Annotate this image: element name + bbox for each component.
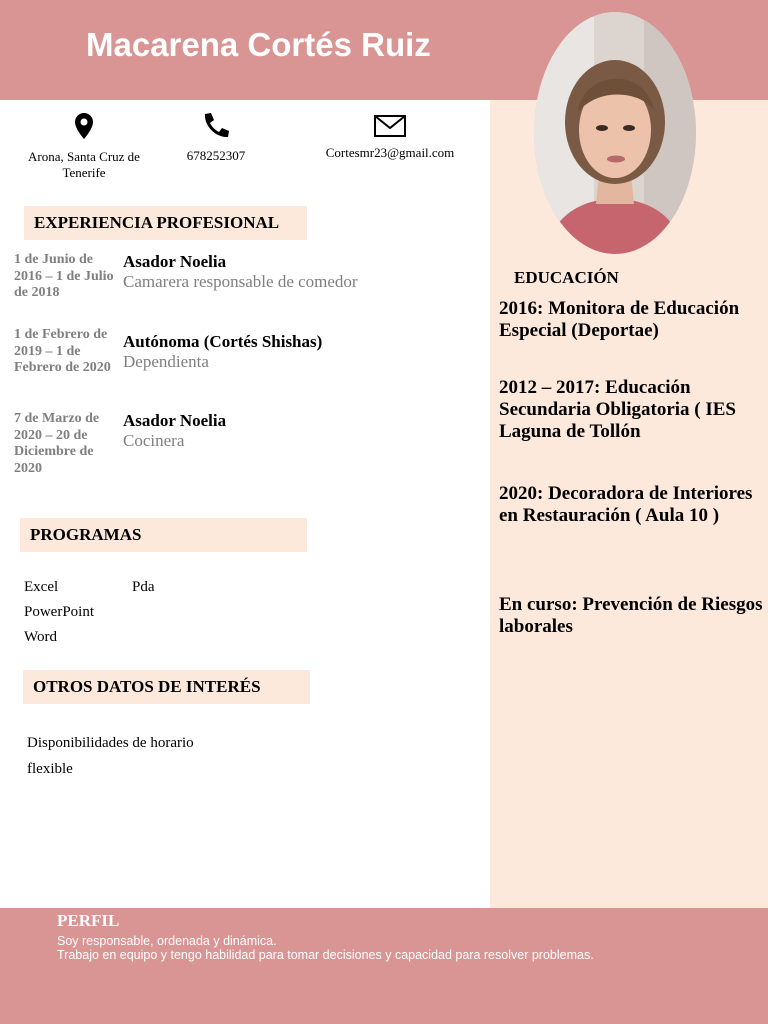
map-pin-icon (24, 113, 144, 143)
candidate-name: Macarena Cortés Ruiz (86, 26, 431, 63)
experience-company: Autónoma (Cortés Shishas) (123, 332, 323, 351)
other-info-line: Disponibilidades de horario (27, 735, 194, 751)
profile-photo (534, 12, 696, 254)
education-item: En curso: Prevención de Riesgos laborales (499, 594, 763, 637)
profile-heading: PERFIL (57, 911, 120, 930)
experience-date: 1 de Junio de 2016 – 1 de Julio de 2018 (14, 252, 114, 300)
experience-company: Asador Noelia (123, 411, 227, 430)
other-info-line: flexible (27, 761, 73, 777)
experience-date: 1 de Febrero de 2019 – 1 de Febrero de 2020 (14, 327, 111, 375)
education-item: 2012 – 2017: Educación Secundaria Obligatoria ( IES Laguna de Tollón (499, 377, 736, 442)
programs-heading: PROGRAMAS (20, 518, 307, 552)
other-info-heading: OTROS DATOS DE INTERÉS (23, 670, 310, 704)
experience-role: Dependienta (123, 352, 209, 371)
education-heading: EDUCACIÓN (514, 268, 619, 287)
contact-phone (176, 112, 256, 164)
contact-email (320, 115, 460, 161)
program-item: Excel (24, 579, 59, 595)
location-text: Arona, Santa Cruz de Tenerife (28, 149, 140, 180)
program-item: PowerPoint (24, 604, 95, 620)
education-item: 2020: Decoradora de Interiores en Restauración ( Aula 10 ) (499, 483, 753, 526)
phone-text: 678252307 (186, 148, 246, 163)
experience-date: 7 de Marzo de 2020 – 20 de Diciembre de 2020 (14, 411, 100, 476)
phone-icon (176, 112, 256, 142)
experience-role: Camarera responsable de comedor (123, 272, 358, 291)
profile-line: Soy responsable, ordenada y dinámica. (57, 934, 277, 948)
program-item: Word (24, 629, 57, 645)
profile-line: Trabajo en equipo y tengo habilidad para tomar decisiones y capacidad para resolver problemas. (57, 948, 594, 962)
contact-location (24, 113, 144, 181)
education-item: 2016: Monitora de Educación Especial (Deportae) (499, 298, 740, 341)
experience-company: Asador Noelia (123, 252, 227, 271)
experience-role: Cocinera (123, 431, 185, 450)
program-item: Pda (132, 579, 155, 595)
envelope-icon (320, 115, 460, 141)
experience-heading: EXPERIENCIA PROFESIONAL (24, 206, 307, 240)
email-text: Cortesmr23@gmail.com (325, 145, 455, 160)
